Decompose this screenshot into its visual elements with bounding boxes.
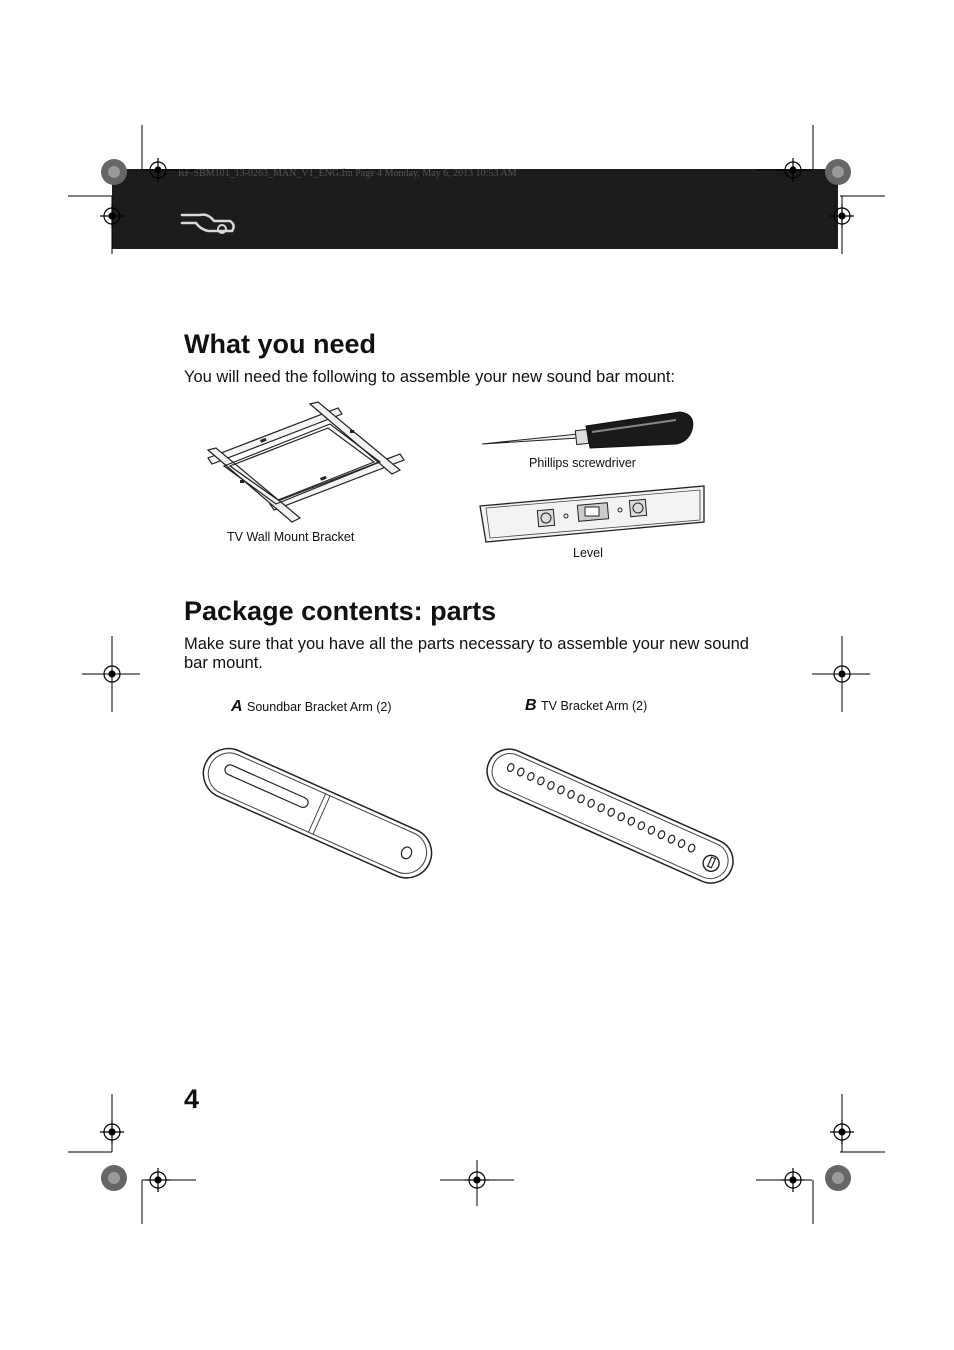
part-label-b xyxy=(525,697,647,715)
item-label-phillips-screwdriver: Phillips screwdriver xyxy=(529,456,636,470)
tv-wall-mount-bracket-illustration xyxy=(200,400,410,525)
soundbar-bracket-arm-illustration xyxy=(195,738,440,888)
section-title-package-contents: Package contents: parts xyxy=(184,596,497,626)
part-letter-a: A xyxy=(231,698,243,715)
part-label-a xyxy=(231,698,392,716)
level-illustration xyxy=(478,484,708,544)
part-name-b: TV Bracket Arm (2) xyxy=(541,699,648,713)
tv-bracket-arm-illustration xyxy=(478,740,743,890)
part-name-a: Soundbar Bracket Arm (2) xyxy=(247,700,392,714)
section-intro-package-contents: Make sure that you have all the parts necessary to assemble your new sound bar mount. xyxy=(184,635,749,672)
part-letter-b: B xyxy=(525,697,537,714)
section-title-what-you-need: What you need xyxy=(184,329,377,359)
phillips-screwdriver-illustration xyxy=(480,408,695,452)
file-slug: RF-SBM101_13-0263_MAN_V1_ENG.fm Page 4 Monday, May 6, 2013 10:53 AM xyxy=(178,168,517,179)
section-intro-what-you-need: You will need the following to assemble your new sound bar mount: xyxy=(184,368,676,386)
page-number: 4 xyxy=(184,1084,200,1114)
item-label-level: Level xyxy=(573,546,603,560)
item-label-tv-wall-mount-bracket: TV Wall Mount Bracket xyxy=(227,530,355,544)
